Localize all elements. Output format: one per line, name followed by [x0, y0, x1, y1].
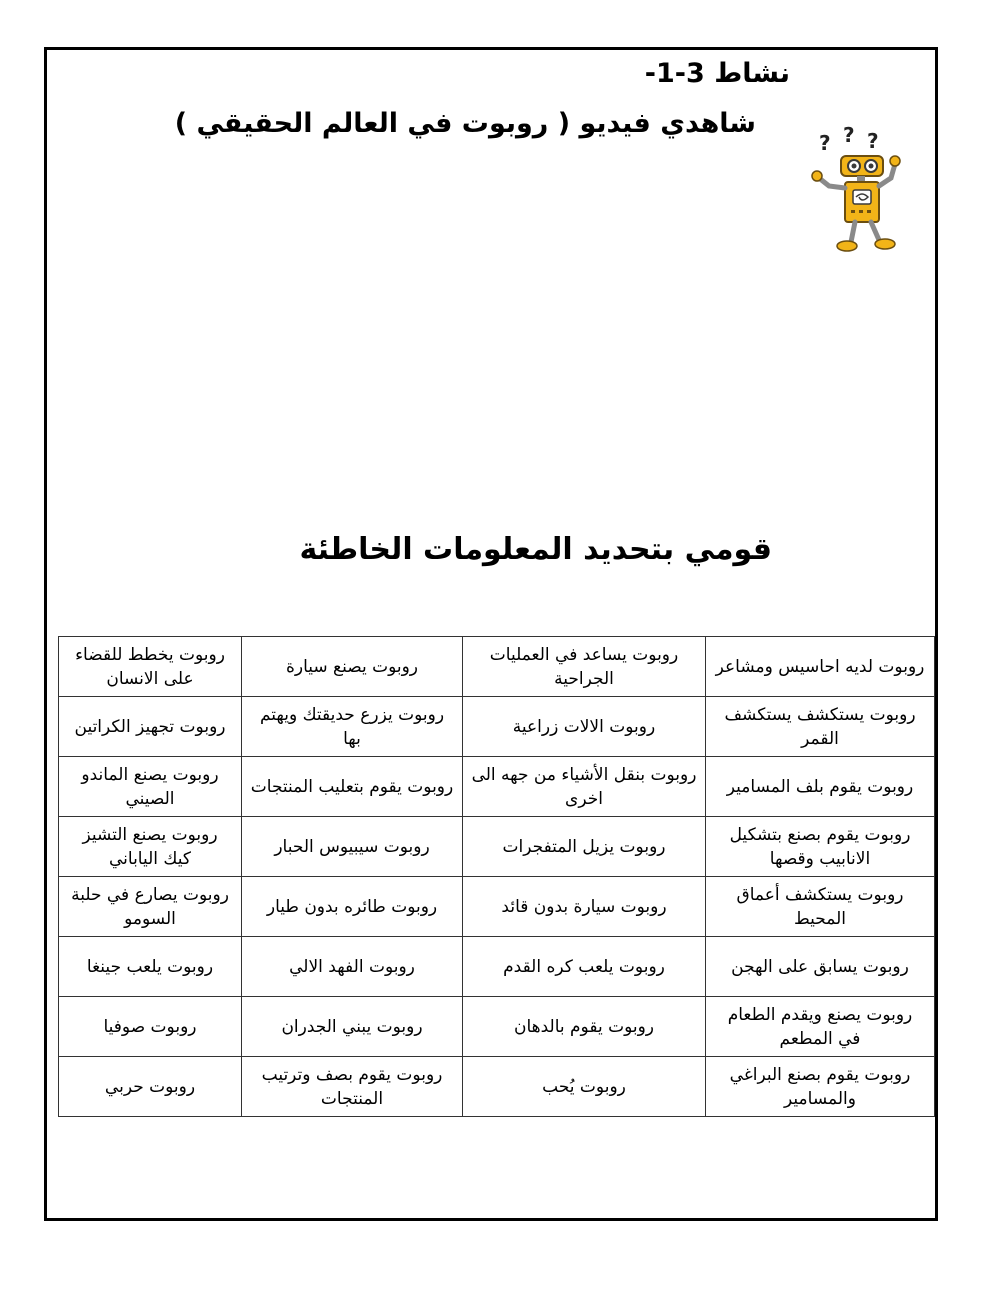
- statement-cell: روبوت بنقل الأشياء من جهه الى اخرى: [463, 757, 706, 817]
- question-mark-icon: ?: [819, 131, 831, 155]
- section-heading: قومي بتحديد المعلومات الخاطئة: [299, 532, 772, 567]
- table-row: [59, 637, 935, 697]
- question-mark-icon: ?: [867, 129, 879, 153]
- statement-cell: روبوت يستكشف يستكشف القمر: [706, 697, 935, 757]
- video-instruction-title: شاهدي فيديو ( روبوت في العالم الحقيقي ): [174, 108, 756, 139]
- statement-cell: روبوت يزيل المتفجرات: [463, 817, 706, 877]
- statement-cell: روبوت يبني الجدران: [242, 997, 463, 1057]
- table-row: [59, 937, 935, 997]
- statement-cell: روبوت الالات زراعية: [463, 697, 706, 757]
- table-row: [59, 817, 935, 877]
- statement-cell: روبوت يقوم بتعليب المنتجات: [242, 757, 463, 817]
- statement-cell: روبوت صوفيا: [59, 997, 242, 1057]
- statement-cell: روبوت يصارع في حلبة السومو: [59, 877, 242, 937]
- statement-cell: روبوت طائره بدون طيار: [242, 877, 463, 937]
- statement-cell: روبوت يصنع التشيز كيك الياباني: [59, 817, 242, 877]
- statement-cell: روبوت يقوم بصنع بتشكيل الانابيب وقصها: [706, 817, 935, 877]
- robot-statements-table: [58, 636, 935, 1117]
- statement-cell: روبوت يقوم بصف وترتيب المنتجات: [242, 1057, 463, 1117]
- statement-cell: روبوت يلعب جينغا: [59, 937, 242, 997]
- statement-cell: روبوت سيارة بدون قائد: [463, 877, 706, 937]
- statement-cell: روبوت سيبيوس الحبار: [242, 817, 463, 877]
- statement-cell: روبوت يلعب كره القدم: [463, 937, 706, 997]
- statement-cell: روبوت تجهيز الكراتين: [59, 697, 242, 757]
- table-row: [59, 877, 935, 937]
- confused-robot-icon: [805, 120, 905, 260]
- table-row: [59, 757, 935, 817]
- statement-cell: روبوت يقوم بصنع البراغي والمسامير: [706, 1057, 935, 1117]
- table-row: [59, 997, 935, 1057]
- statement-cell: روبوت يستكشف أعماق المحيط: [706, 877, 935, 937]
- statement-cell: روبوت يخطط للقضاء على الانسان: [59, 637, 242, 697]
- statement-cell: روبوت يقوم بالدهان: [463, 997, 706, 1057]
- statement-cell: روبوت لديه احاسيس ومشاعر: [706, 637, 935, 697]
- statement-cell: روبوت يُحب: [463, 1057, 706, 1117]
- statement-cell: روبوت يصنع سيارة: [242, 637, 463, 697]
- question-mark-icon: ?: [843, 123, 855, 147]
- statement-cell: روبوت يصنع ويقدم الطعام في المطعم: [706, 997, 935, 1057]
- statement-cell: روبوت يساعد في العمليات الجراحية: [463, 637, 706, 697]
- statement-cell: روبوت يصنع الماندو الصيني: [59, 757, 242, 817]
- statement-cell: روبوت يزرع حديقتك ويهتم بها: [242, 697, 463, 757]
- statement-cell: روبوت يسابق على الهجن: [706, 937, 935, 997]
- statement-cell: روبوت حربي: [59, 1057, 242, 1117]
- statement-cell: روبوت يقوم بلف المسامير: [706, 757, 935, 817]
- table-row: [59, 697, 935, 757]
- table-row: [59, 1057, 935, 1117]
- activity-label: نشاط 3-1-: [644, 58, 790, 89]
- statement-cell: روبوت الفهد الالي: [242, 937, 463, 997]
